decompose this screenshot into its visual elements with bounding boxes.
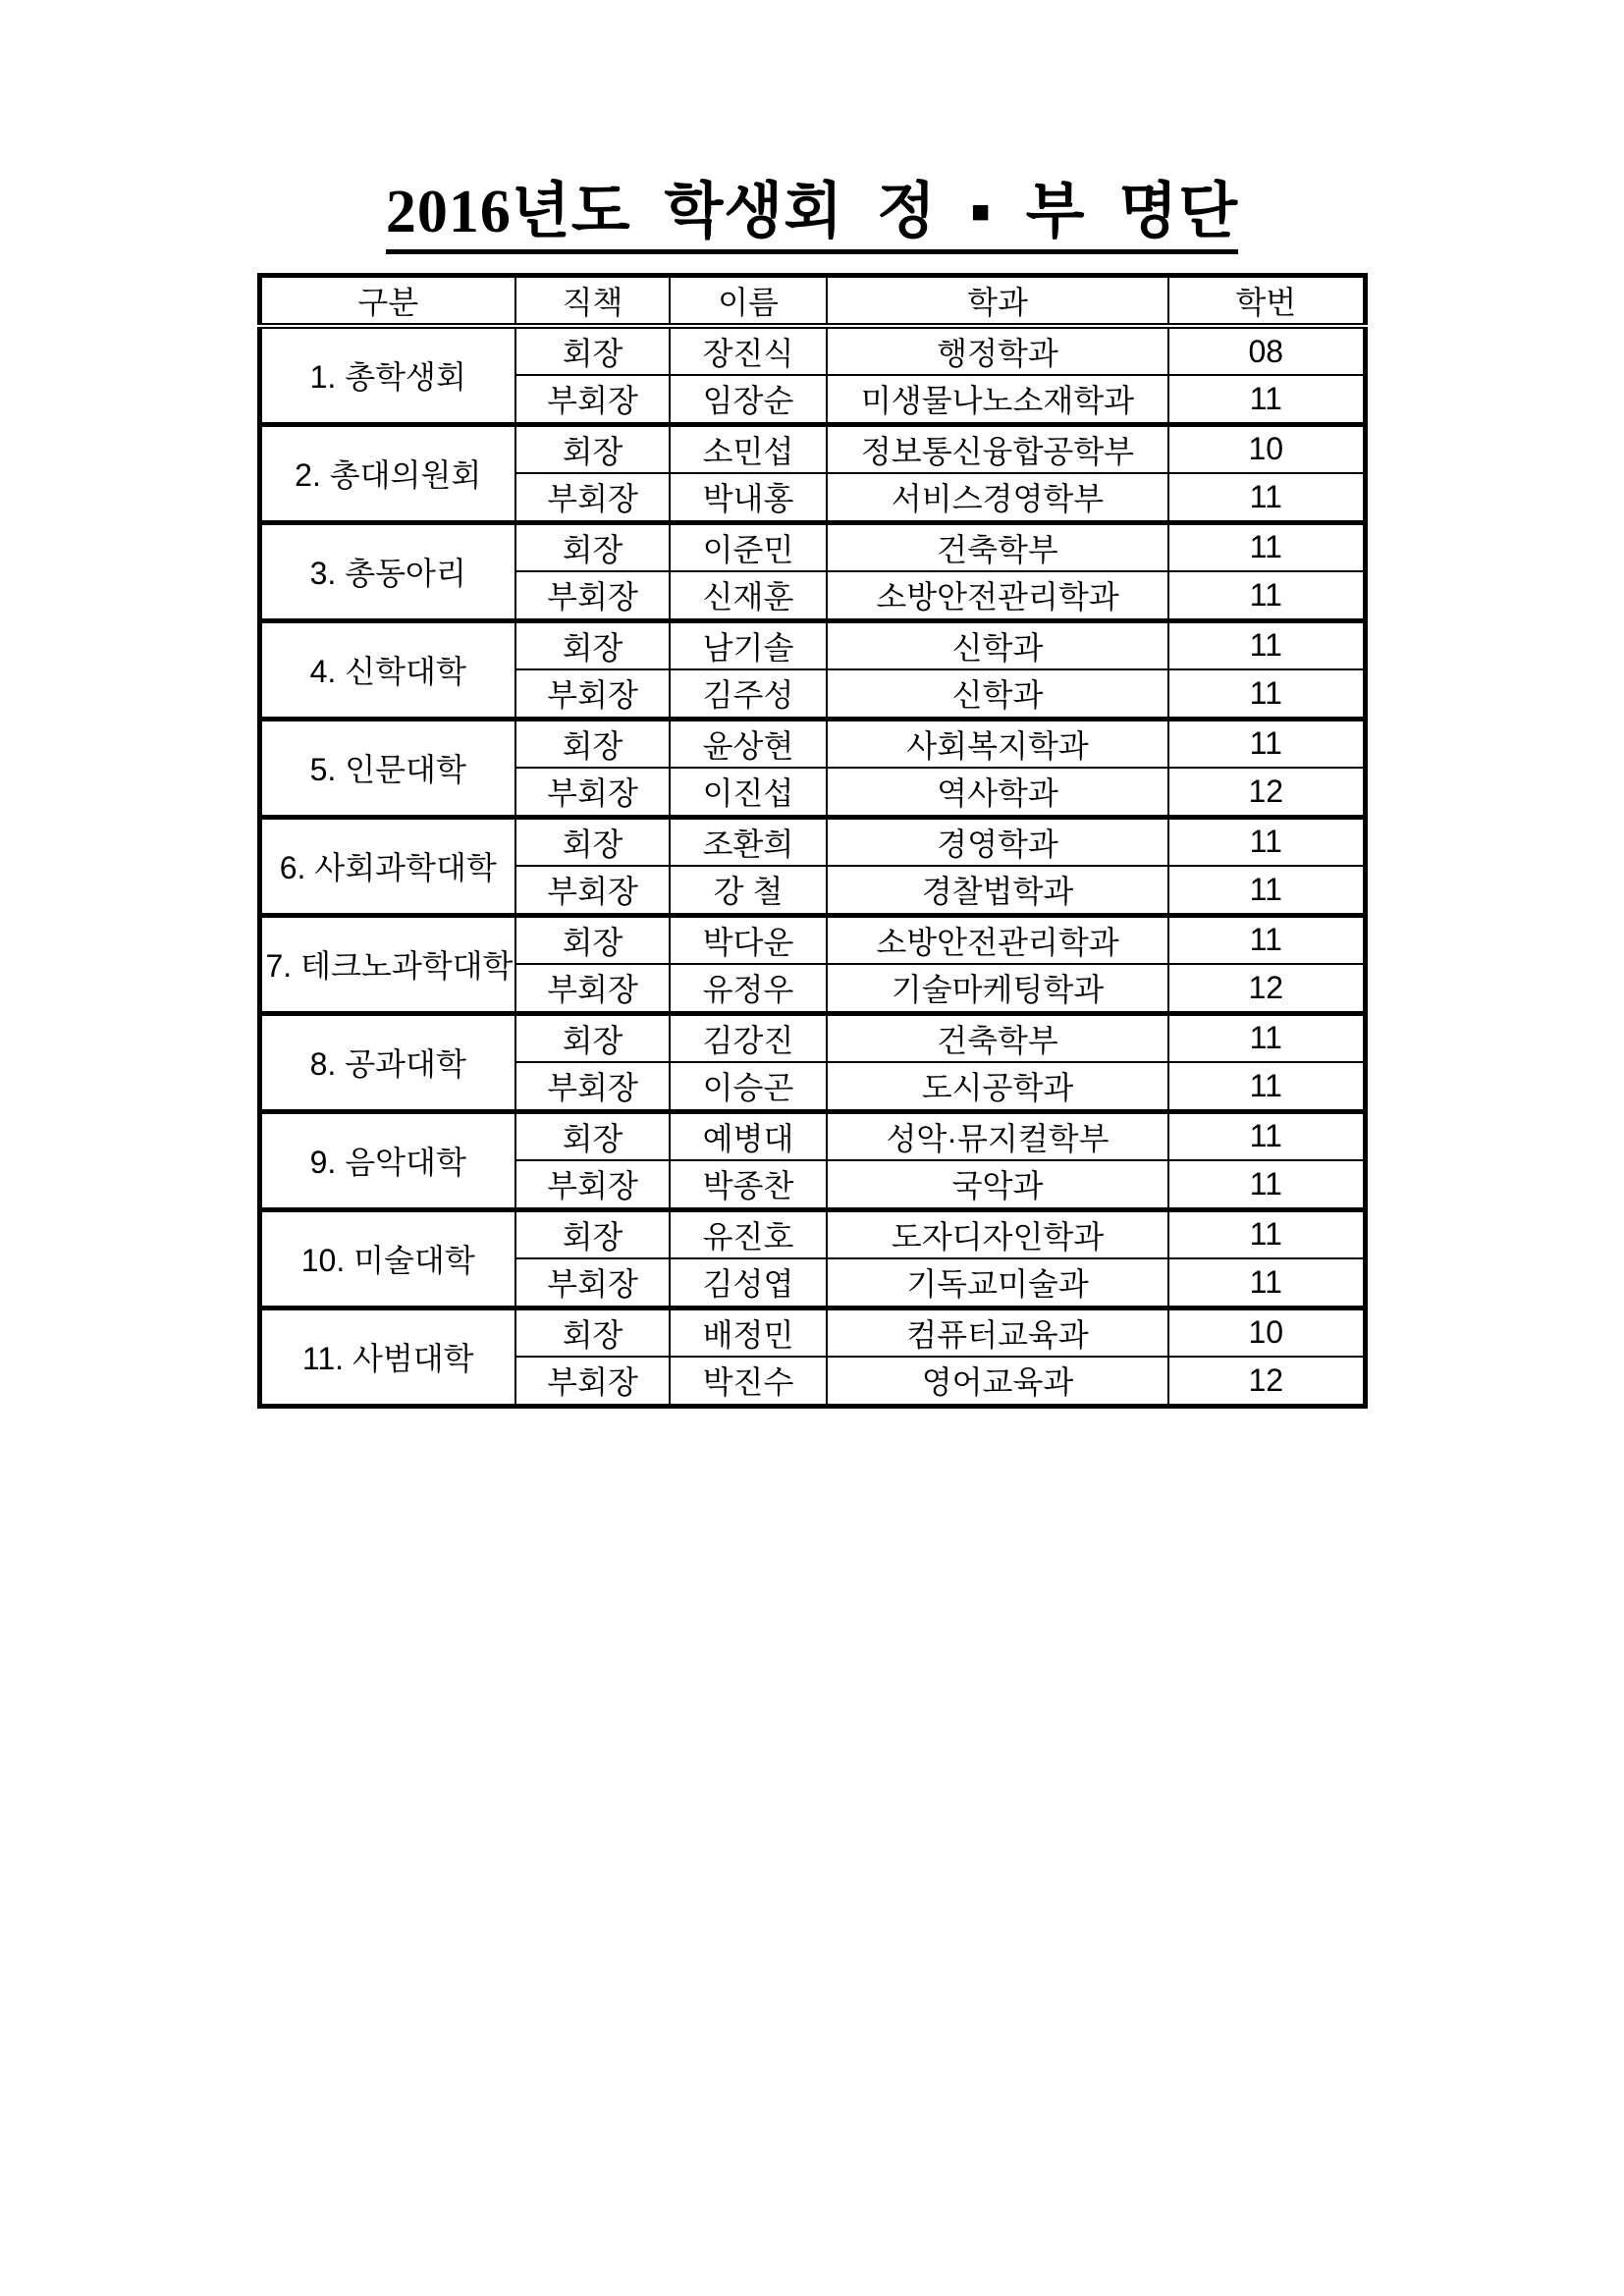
department-cell: 도자디자인학과 (827, 1209, 1168, 1258)
student-id-cell: 11 (1168, 620, 1365, 669)
table-group (259, 1308, 1365, 1406)
position-cell: 부회장 (515, 1357, 670, 1406)
department-cell: 기독교미술과 (827, 1258, 1168, 1308)
department-cell: 경영학과 (827, 817, 1168, 866)
category-cell: 7. 테크노과학대학 (259, 915, 515, 1013)
position-cell: 회장 (515, 1111, 670, 1160)
position-cell: 회장 (515, 620, 670, 669)
name-cell: 임장순 (670, 375, 827, 424)
table-row (259, 719, 1365, 768)
department-cell: 도시공학과 (827, 1062, 1168, 1111)
student-id-cell: 11 (1168, 1111, 1365, 1160)
department-cell: 국악과 (827, 1160, 1168, 1209)
student-id-cell: 11 (1168, 719, 1365, 768)
student-id-cell: 11 (1168, 375, 1365, 424)
position-cell: 회장 (515, 1013, 670, 1062)
table-group (259, 620, 1365, 719)
name-cell: 조환희 (670, 817, 827, 866)
table-group (259, 424, 1365, 522)
header-department: 학과 (827, 276, 1168, 327)
position-cell: 부회장 (515, 669, 670, 719)
position-cell: 부회장 (515, 473, 670, 522)
table-group (259, 326, 1365, 424)
name-cell: 신재훈 (670, 571, 827, 620)
position-cell: 회장 (515, 817, 670, 866)
name-cell: 장진식 (670, 326, 827, 375)
position-cell: 부회장 (515, 964, 670, 1013)
student-id-cell: 11 (1168, 1013, 1365, 1062)
student-id-cell: 10 (1168, 1308, 1365, 1357)
table-group (259, 522, 1365, 620)
department-cell: 사회복지학과 (827, 719, 1168, 768)
position-cell: 회장 (515, 915, 670, 964)
table-group (259, 817, 1365, 915)
name-cell: 강 철 (670, 866, 827, 915)
department-cell: 역사학과 (827, 768, 1168, 817)
table-group (259, 1013, 1365, 1111)
category-cell: 10. 미술대학 (259, 1209, 515, 1308)
student-id-cell: 11 (1168, 1258, 1365, 1308)
table-row (259, 1308, 1365, 1357)
position-cell: 부회장 (515, 375, 670, 424)
category-cell: 2. 총대의원회 (259, 424, 515, 522)
student-id-cell: 11 (1168, 669, 1365, 719)
position-cell: 부회장 (515, 768, 670, 817)
department-cell: 행정학과 (827, 326, 1168, 375)
name-cell: 김주성 (670, 669, 827, 719)
name-cell: 이준민 (670, 522, 827, 571)
table-row (259, 915, 1365, 964)
name-cell: 배정민 (670, 1308, 827, 1357)
category-cell: 3. 총동아리 (259, 522, 515, 620)
table-header (259, 276, 1365, 327)
department-cell: 경찰법학과 (827, 866, 1168, 915)
position-cell: 부회장 (515, 1258, 670, 1308)
category-cell: 1. 총학생회 (259, 326, 515, 424)
position-cell: 부회장 (515, 1160, 670, 1209)
department-cell: 건축학부 (827, 522, 1168, 571)
category-cell: 5. 인문대학 (259, 719, 515, 817)
category-cell: 8. 공과대학 (259, 1013, 515, 1111)
name-cell: 박종찬 (670, 1160, 827, 1209)
student-id-cell: 12 (1168, 964, 1365, 1013)
category-cell: 11. 사범대학 (259, 1308, 515, 1406)
position-cell: 회장 (515, 1308, 670, 1357)
department-cell: 영어교육과 (827, 1357, 1168, 1406)
position-cell: 부회장 (515, 1062, 670, 1111)
department-cell: 미생물나노소재학과 (827, 375, 1168, 424)
student-id-cell: 11 (1168, 915, 1365, 964)
student-id-cell: 10 (1168, 424, 1365, 473)
table-row (259, 326, 1365, 375)
table-row (259, 817, 1365, 866)
student-id-cell: 11 (1168, 1160, 1365, 1209)
department-cell: 소방안전관리학과 (827, 571, 1168, 620)
student-id-cell: 12 (1168, 768, 1365, 817)
department-cell: 서비스경영학부 (827, 473, 1168, 522)
student-id-cell: 11 (1168, 1062, 1365, 1111)
department-cell: 컴퓨터교육과 (827, 1308, 1168, 1357)
department-cell: 기술마케팅학과 (827, 964, 1168, 1013)
department-cell: 신학과 (827, 620, 1168, 669)
header-category: 구분 (259, 276, 515, 327)
student-id-cell: 11 (1168, 817, 1365, 866)
table-group (259, 719, 1365, 817)
table-row (259, 1111, 1365, 1160)
name-cell: 소민섭 (670, 424, 827, 473)
table-group (259, 915, 1365, 1013)
title-block (0, 0, 1624, 245)
table-row (259, 1209, 1365, 1258)
position-cell: 회장 (515, 719, 670, 768)
name-cell: 이승곤 (670, 1062, 827, 1111)
name-cell: 예병대 (670, 1111, 827, 1160)
department-cell: 신학과 (827, 669, 1168, 719)
name-cell: 김강진 (670, 1013, 827, 1062)
position-cell: 회장 (515, 326, 670, 375)
position-cell: 회장 (515, 522, 670, 571)
table-row (259, 424, 1365, 473)
student-id-cell: 12 (1168, 1357, 1365, 1406)
category-cell: 6. 사회과학대학 (259, 817, 515, 915)
student-id-cell: 11 (1168, 473, 1365, 522)
header-name: 이름 (670, 276, 827, 327)
student-id-cell: 11 (1168, 866, 1365, 915)
table-group (259, 1209, 1365, 1308)
position-cell: 부회장 (515, 866, 670, 915)
header-position: 직책 (515, 276, 670, 327)
roster-table (257, 273, 1368, 1409)
student-id-cell: 08 (1168, 326, 1365, 375)
table-group (259, 1111, 1365, 1209)
category-cell: 9. 음악대학 (259, 1111, 515, 1209)
table-row (259, 522, 1365, 571)
page-title: 2016년도 학생회 정 ▪ 부 명단 (386, 179, 1238, 254)
name-cell: 박진수 (670, 1357, 827, 1406)
position-cell: 회장 (515, 1209, 670, 1258)
table-row (259, 620, 1365, 669)
name-cell: 박내홍 (670, 473, 827, 522)
name-cell: 윤상현 (670, 719, 827, 768)
header-row (259, 276, 1365, 327)
position-cell: 회장 (515, 424, 670, 473)
department-cell: 성악·뮤지컬학부 (827, 1111, 1168, 1160)
name-cell: 김성엽 (670, 1258, 827, 1308)
name-cell: 남기솔 (670, 620, 827, 669)
department-cell: 소방안전관리학과 (827, 915, 1168, 964)
header-student-id: 학번 (1168, 276, 1365, 327)
department-cell: 정보통신융합공학부 (827, 424, 1168, 473)
name-cell: 박다운 (670, 915, 827, 964)
name-cell: 유진호 (670, 1209, 827, 1258)
student-id-cell: 11 (1168, 571, 1365, 620)
table-row (259, 1013, 1365, 1062)
category-cell: 4. 신학대학 (259, 620, 515, 719)
department-cell: 건축학부 (827, 1013, 1168, 1062)
student-id-cell: 11 (1168, 522, 1365, 571)
student-id-cell: 11 (1168, 1209, 1365, 1258)
name-cell: 이진섭 (670, 768, 827, 817)
position-cell: 부회장 (515, 571, 670, 620)
name-cell: 유정우 (670, 964, 827, 1013)
